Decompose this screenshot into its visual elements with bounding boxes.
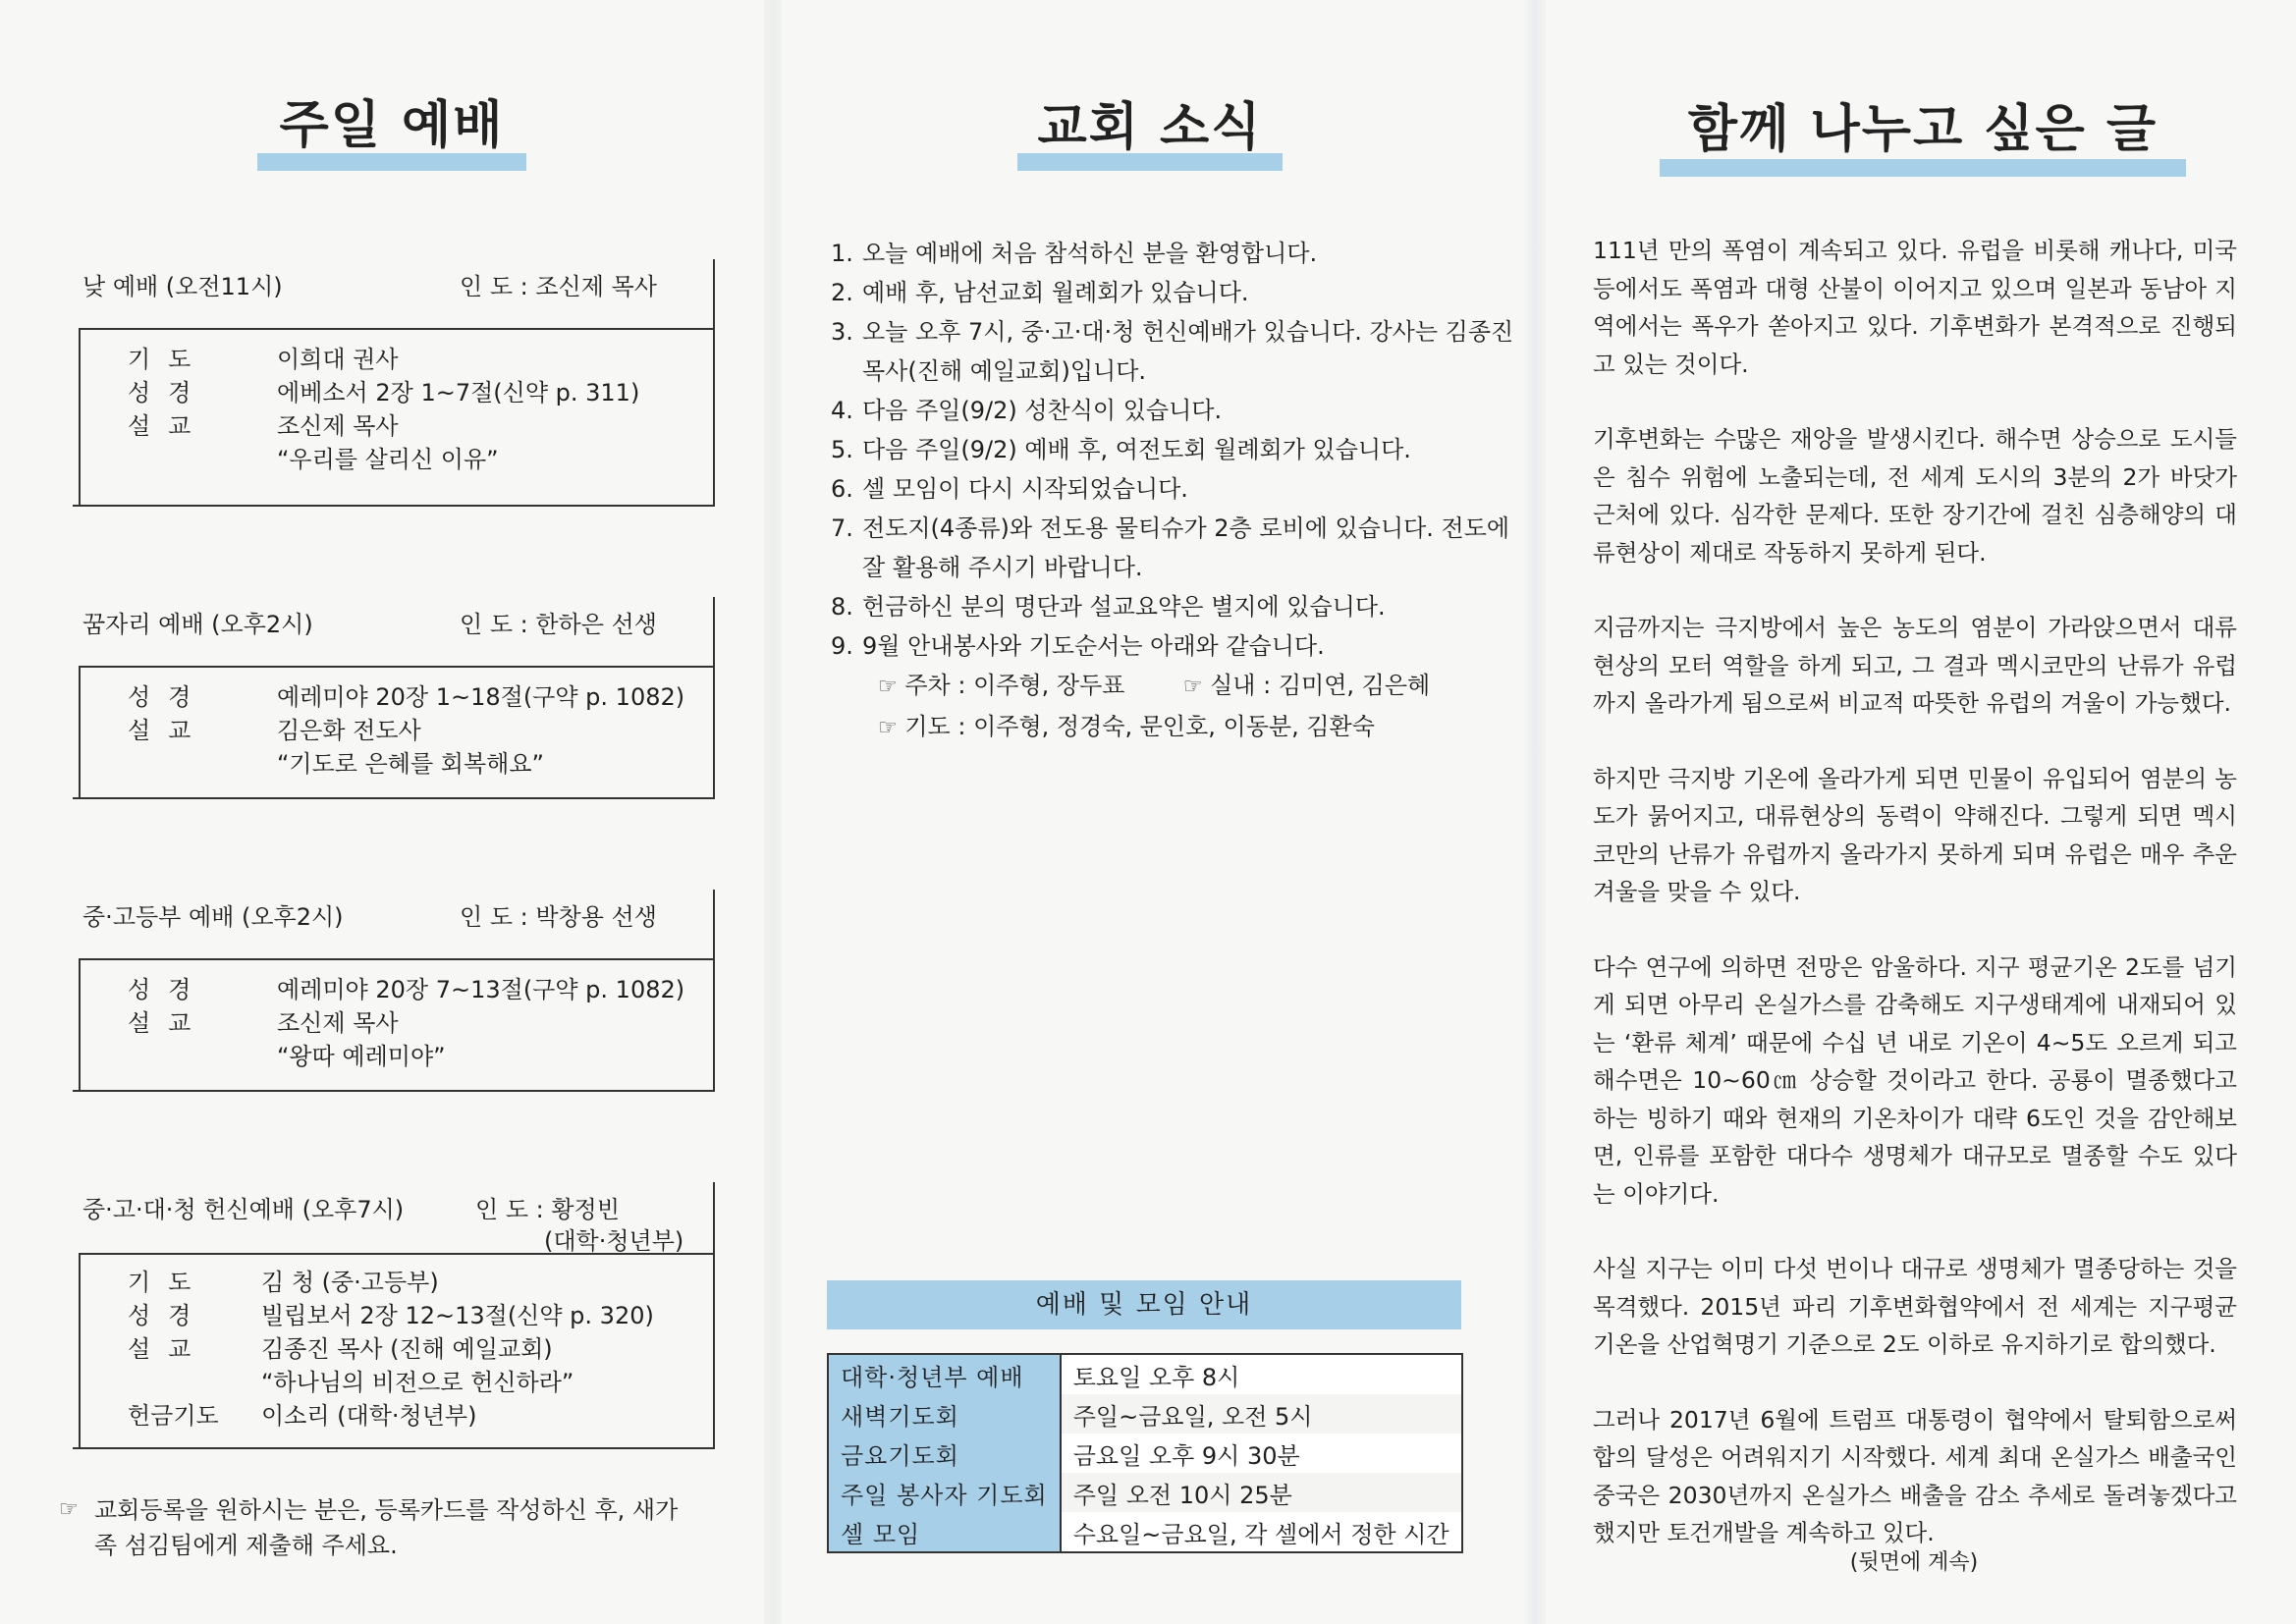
worship-box-dedication [73,1182,715,1449]
essay-paragraph: 기후변화는 수많은 재앙을 발생시킨다. 해수면 상승으로 도시들은 침수 위험에 노출되는데, 전 세계 도시의 3분의 2가 바닷가 근처에 있다. 심각한 문제다. 또한 장기간에 걸친 심층해양의 대류현상이 제대로 작동하지 못하게 된다. [1593,425,2237,567]
essay-paragraph: 111년 만의 폭염이 계속되고 있다. 유럽을 비롯해 캐나다, 미국 등에서도 폭염과 대형 산불이 이어지고 있으며 일본과 동남아 지역에서는 폭우가 쏟아지고 있다. 기후변화가 본격적으로 진행되고 있는 것이다. [1593,237,2237,378]
sunday-worship-title: 주일 예배 [279,96,505,155]
service-leader-group: (대학·청년부) [544,1227,684,1255]
table-row: 주일 봉사자 기도회 주일 오전 10시 25분 [828,1473,1462,1512]
duty-row [831,666,1518,707]
worship-box-children [73,597,715,799]
service-leader: 인 도 : 박창용 선생 [460,903,657,931]
worship-box-header [82,259,713,300]
worship-box-youth [73,890,715,1092]
pointing-hand-icon: ☞ [878,716,898,740]
worship-box-details: 기도 김 청 (중·고등부) 성경 빌립보서 2장 12~13절(신약 p. 320) 설교 김종진 목사 (진해 예일교회) “하나님의 비전으로 헌신하라” 헌금기도 이소리 (대학·청년부) [79,1253,715,1447]
usher-duty: 실내 : 김미연, 김은혜 [1210,672,1431,699]
prayer-duty-row [831,707,1518,748]
worship-box-morning [73,259,715,507]
worship-box-details: 성경 예레미야 20장 1~18절(구약 p. 1082) 설교 김은화 전도사 “기도로 은혜를 회복해요” [79,666,715,797]
worship-box-details: 성경 예레미야 20장 7~13절(구약 p. 1082) 설교 조신제 목사 “왕따 예레미야” [79,958,715,1090]
service-name: 꿈자리 예배 (오후2시) [82,611,313,638]
sunday-worship-heading [257,94,526,171]
news-item: 8. 헌금하신 분의 명단과 설교요약은 별지에 있습니다. [831,593,1386,621]
registration-note [59,1492,687,1563]
service-leader: 인 도 : 한하은 선생 [460,611,657,638]
church-news-title: 교회 소식 [1037,98,1263,157]
church-news-heading [1017,96,1283,171]
parking-duty: 주차 : 이주형, 장두표 [904,672,1125,699]
pointing-hand-icon: ☞ [878,675,898,699]
sermon-title: “하나님의 비전으로 헌신하라” [261,1369,574,1396]
church-news-column [766,0,1532,1624]
worship-box-header [82,890,713,931]
service-name: 중·고등부 예배 (오후2시) [82,903,344,931]
schedule-table [827,1353,1463,1553]
news-item: 3. 오늘 오후 7시, 중·고·대·청 헌신예배가 있습니다. 강사는 김종진 목사(진해 예일교회)입니다. [831,318,1514,385]
pointing-hand-icon: ☞ [59,1497,79,1522]
table-row: 금요기도회 금요일 오후 9시 30분 [828,1434,1462,1473]
prayer-duty: 기도 : 이주형, 정경숙, 문인호, 이동분, 김환숙 [904,713,1375,740]
news-item: 6. 셀 모임이 다시 시작되었습니다. [831,475,1188,503]
sunday-worship-column [0,0,766,1624]
registration-note-text: 교회등록을 원하시는 분은, 등록카드를 작성하신 후, 새가족 섬김팀에게 제출해 주세요. [94,1496,679,1559]
worship-box-header [82,1182,713,1253]
essay-paragraph: 하지만 극지방 기온에 올라가게 되면 민물이 유입되어 염분의 농도가 묽어지고, 대류현상의 동력이 약해진다. 그렇게 되면 멕시코만의 난류가 유럽까지 올라가지 못하게 되며 유럽은 매우 추운 겨울을 맞을 수 있다. [1593,764,2237,905]
essay-paragraph: 지금까지는 극지방에서 높은 농도의 염분이 가라앉으면서 대류현상의 모터 역할을 하게 되고, 그 결과 멕시코만의 난류가 유럽까지 올라가게 됨으로써 비교적 따뜻한 유럽의 겨울이 가능했다. [1593,614,2237,717]
sermon-title: “왕따 예레미야” [277,1043,446,1070]
news-item: 9. 9월 안내봉사와 기도순서는 아래와 같습니다. [831,632,1325,660]
essay-paragraph: 사실 지구는 이미 다섯 번이나 대규로 생명체가 멸종당하는 것을 목격했다. 2015년 파리 기후변화협약에서 전 세계는 지구평균기온을 산업혁명기 기준으로 2도 이하로 유지하기로 합의했다. [1593,1255,2237,1358]
table-row: 셀 모임 수요일~금요일, 각 셀에서 정한 시간 [828,1512,1462,1552]
service-leader: 인 도 : 조신제 목사 [460,273,657,300]
sermon-title: “우리를 살리신 이유” [277,446,499,473]
news-item: 1. 오늘 예배에 처음 참석하신 분을 환영합니다. [831,240,1318,267]
sermon-title: “기도로 은혜를 회복해요” [277,750,544,778]
continued-note: (뒷면에 계속) [1849,1550,1979,1575]
shared-writing-title: 함께 나누고 싶은 글 [1687,100,2159,159]
schedule-title: 예배 및 모임 안내 [827,1280,1461,1329]
news-item: 7. 전도지(4종류)와 전도용 물티슈가 2층 로비에 있습니다. 전도에 잘 활용해 주시기 바랍니다. [831,514,1510,581]
essay-body [1593,232,2237,1590]
news-item: 2. 예배 후, 남선교회 월례회가 있습니다. [831,279,1249,306]
news-list [831,234,1518,748]
shared-writing-column [1532,0,2296,1624]
service-leader: 인 도 : 황정빈 [475,1196,620,1223]
essay-paragraph: 그러나 2017년 6월에 트럼프 대통령이 협약에서 탈퇴함으로써 합의 달성은 어려워지기 시작했다. 세계 최대 온실가스 배출국인 중국은 2030년까지 온실가스 배출을 감소 추세로 돌려놓겠다고 했지만 토건개발을 계속하고 있다. [1593,1405,2237,1546]
worship-box-details: 기도 이희대 권사 성경 에베소서 2장 1~7절(신약 p. 311) 설교 조신제 목사 “우리를 살리신 이유” [79,328,715,505]
service-name: 중·고·대·청 헌신예배 (오후7시) [82,1196,405,1223]
service-name: 낮 예배 (오전11시) [82,273,283,300]
table-row: 새벽기도회 주일~금요일, 오전 5시 [828,1394,1462,1434]
table-row: 대학·청년부 예배 토요일 오후 8시 [828,1354,1462,1394]
news-item: 4. 다음 주일(9/2) 성찬식이 있습니다. [831,397,1223,424]
pointing-hand-icon: ☞ [1182,675,1203,699]
news-item: 5. 다음 주일(9/2) 예배 후, 여전도회 월례회가 있습니다. [831,436,1411,463]
shared-writing-heading [1660,98,2186,177]
worship-box-header [82,597,713,638]
heading-underline [1660,159,2186,177]
essay-paragraph: 다수 연구에 의하면 전망은 암울하다. 지구 평균기온 2도를 넘기게 되면 아무리 온실가스를 감축해도 지구생태계에 내재되어 있는 ‘환류 체계’ 때문에 수십 년 내로 기온이 4~5도 오르게 되고 해수면은 10~60㎝ 상승할 것이라고 한다. 공룡이 멸종했다고 하는 빙하기 때와 현재의 기온차이가 대략 6도인 것을 감안해보면, 인류를 포함한 대다수 생명체가 대규모로 멸종할 수도 있다는 이야기다. [1593,952,2237,1208]
